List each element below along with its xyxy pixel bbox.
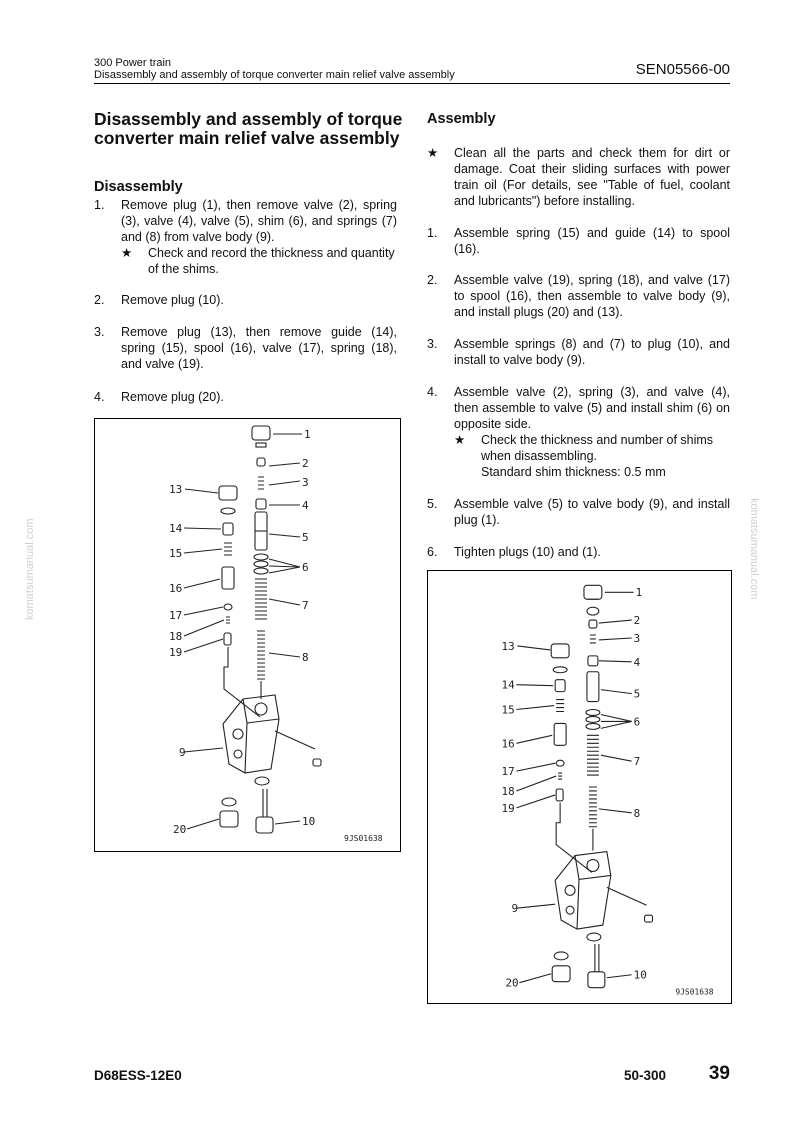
star-icon: ★: [454, 433, 466, 447]
step-text: Assemble springs (8) and (7) to plug (10), and install to valve body (9).: [454, 337, 730, 367]
step-text: Remove plug (10).: [121, 293, 224, 307]
step-text: Remove plug (1), then remove valve (2), spring (3), valve (4), valve (5), shim (6), and springs (7) and (8) from valve body (9).: [121, 198, 397, 244]
callout-17: 17: [501, 765, 515, 779]
assembly-note: [454, 432, 730, 480]
callout-5: 5: [302, 531, 309, 544]
callout-19: 19: [501, 801, 515, 815]
assembly-step: [427, 225, 730, 257]
note-text: Check and record the thickness and quantity of the shims.: [148, 246, 395, 276]
disassembly-note: [121, 245, 397, 277]
assembly-step: [427, 496, 730, 528]
step-text: Assemble spring (15) and guide (14) to spool (16).: [454, 226, 730, 256]
step-number: 4.: [427, 385, 438, 399]
callout-16: 16: [169, 582, 183, 595]
step-number: 3.: [427, 337, 438, 351]
callout-15: 15: [169, 547, 183, 560]
assembly-step: [427, 384, 730, 432]
callout-20: 20: [505, 976, 519, 990]
callout-2: 2: [633, 614, 641, 628]
callout-9: 9: [511, 902, 519, 916]
star-icon: ★: [427, 146, 439, 160]
disassembly-heading: Disassembly: [94, 179, 183, 195]
step-text: Remove plug (20).: [121, 390, 224, 404]
callout-19: 19: [169, 646, 183, 659]
step-text: Remove plug (13), then remove guide (14), spring (15), spool (16), valve (17), spring (18), and valve (19).: [121, 325, 397, 371]
callout-18: 18: [169, 630, 183, 643]
page-number: 39: [708, 1063, 730, 1084]
step-text: Assemble valve (19), spring (18), and valve (17) to spool (16), then assemble to valve body (9), and install plugs (20) and (13).: [454, 273, 730, 319]
callout-8: 8: [302, 651, 309, 664]
callout-13: 13: [169, 483, 183, 496]
figure-code: 9JS01638: [344, 834, 383, 843]
callout-8: 8: [633, 806, 641, 820]
star-icon: ★: [121, 246, 133, 260]
note-text: Check the thickness and number of shims when disassembling.: [481, 433, 714, 463]
callout-10: 10: [633, 968, 647, 982]
step-text: Assemble valve (2), spring (3), and valve (4), then assemble to valve (5) and install shim (6) on opposite side.: [454, 385, 730, 431]
figure-code: 9JS01638: [675, 987, 714, 997]
callout-10: 10: [302, 815, 316, 828]
step-number: 2.: [94, 293, 105, 307]
assembly-intro-note: [427, 145, 730, 209]
callout-9: 9: [179, 746, 186, 759]
step-number: 1.: [94, 198, 105, 212]
step-number: 6.: [427, 545, 438, 559]
step-number: 2.: [427, 273, 438, 287]
callout-14: 14: [501, 678, 515, 692]
watermark-left: komatsumanual.com: [24, 518, 36, 620]
exploded-view-figure-assembly: [427, 570, 732, 1004]
step-text: Tighten plugs (10) and (1).: [454, 545, 601, 559]
callout-17: 17: [169, 609, 183, 622]
callout-3: 3: [633, 631, 641, 645]
disassembly-step: [94, 389, 397, 405]
disassembly-step: [94, 292, 397, 308]
header-subsection: Disassembly and assembly of torque converter main relief valve assembly: [94, 69, 455, 81]
callout-4: 4: [633, 655, 641, 669]
header-divider: [94, 83, 730, 84]
callout-18: 18: [501, 784, 515, 798]
callout-7: 7: [302, 599, 309, 612]
callout-20: 20: [173, 823, 187, 836]
header-section: 300 Power train: [94, 57, 172, 69]
callout-13: 13: [501, 639, 515, 653]
callout-3: 3: [302, 476, 309, 489]
step-number: 3.: [94, 325, 105, 339]
watermark-right: komatsumanual.com: [748, 498, 760, 600]
callout-16: 16: [501, 737, 515, 751]
assembly-step: [427, 336, 730, 368]
exploded-view-drawing: [95, 419, 400, 851]
callout-4: 4: [302, 499, 309, 512]
callout-2: 2: [302, 457, 309, 470]
callout-1: 1: [635, 586, 643, 600]
callout-14: 14: [169, 522, 183, 535]
assembly-step: [427, 272, 730, 320]
step-number: 4.: [94, 390, 105, 404]
note-text: Clean all the parts and check them for dirt or damage. Coat their sliding surfaces with power train oil (For details, see "Table of fuel, coolant and lubricants") before installing.: [454, 146, 730, 208]
page-title: Disassembly and assembly of torque converter main relief valve assembly: [94, 109, 403, 148]
disassembly-step: [94, 197, 397, 245]
step-number: 5.: [427, 497, 438, 511]
callout-6: 6: [633, 715, 641, 729]
callout-7: 7: [633, 755, 641, 769]
exploded-view-figure: [94, 418, 401, 852]
callout-5: 5: [633, 687, 641, 701]
exploded-view-drawing: [428, 571, 731, 1003]
assembly-step: [427, 544, 730, 560]
document-code: SEN05566-00: [635, 61, 730, 78]
callout-6: 6: [302, 561, 309, 574]
callout-1: 1: [304, 428, 311, 441]
footer-section: 50-300: [623, 1068, 666, 1083]
disassembly-step: [94, 324, 397, 372]
step-text: Assemble valve (5) to valve body (9), and install plug (1).: [454, 497, 730, 527]
assembly-heading: Assembly: [427, 111, 496, 127]
shim-thickness-text: Standard shim thickness: 0.5 mm: [481, 465, 666, 479]
callout-15: 15: [501, 703, 515, 717]
footer-model: D68ESS-12E0: [94, 1068, 182, 1083]
step-number: 1.: [427, 226, 438, 240]
